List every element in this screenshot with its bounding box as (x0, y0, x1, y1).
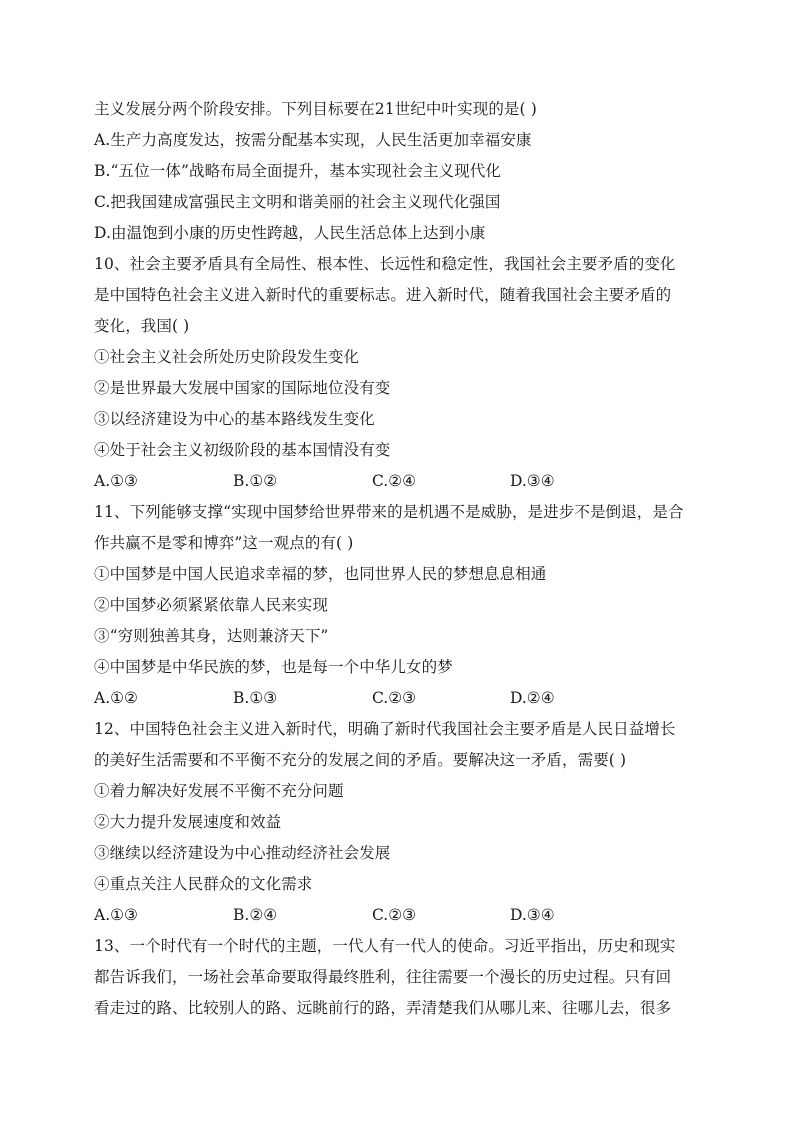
q12-stem-line-1: 12、中国特色社会主义进入新时代，明确了新时代我国社会主要矛盾是人民日益增长 (94, 720, 676, 738)
q9-stem-line: 主义发展分两个阶段安排。下列目标要在21世纪中叶实现的是( ) (94, 100, 537, 118)
q9-option-c: C.把我国建成富强民主文明和谐美丽的社会主义现代化强国 (94, 193, 501, 211)
q10-stem-line-2: 是中国特色社会主义进入新时代的重要标志。进入新时代，随着我国社会主要矛盾的 (94, 286, 672, 304)
q11-stem-line-1: 11、下列能够支撑“实现中国梦给世界带来的是机遇不是威胁，是进步不是倒退，是合 (94, 503, 684, 521)
q11-option-d: D.②④ (510, 689, 555, 707)
q10-option-b: B.①② (233, 472, 278, 490)
q11-statement-3: ③“穷则独善其身，达则兼济天下” (94, 627, 329, 645)
q11-statement-1: ①中国梦是中国人民追求幸福的梦，也同世界人民的梦想息息相通 (94, 565, 547, 583)
q10-stem-line-1: 10、社会主要矛盾具有全局性、根本性、长远性和稳定性，我国社会主要矛盾的变化 (94, 255, 676, 273)
q10-statement-1: ①社会主义社会所处历史阶段发生变化 (94, 348, 360, 366)
q9-option-b: B.“五位一体”战略布局全面提升，基本实现社会主义现代化 (94, 162, 501, 180)
q11-option-c: C.②③ (372, 689, 417, 707)
q13-stem-line-2: 都告诉我们，一场社会革命要取得最终胜利，往往需要一个漫长的历史过程。只有回 (94, 968, 672, 986)
q11-statement-2: ②中国梦必须紧紧依靠人民来实现 (94, 596, 329, 614)
q9-option-a: A.生产力高度发达，按需分配基本实现，人民生活更加幸福安康 (94, 131, 532, 149)
q12-statement-1: ①着力解决好发展不平衡不充分问题 (94, 782, 344, 800)
q11-options (94, 683, 698, 714)
q12-option-c: C.②③ (372, 906, 417, 924)
q11-option-b: B.①③ (233, 689, 278, 707)
q13-stem-line-3: 看走过的路、比较别人的路、远眺前行的路，弄清楚我们从哪儿来、往哪儿去，很多 (94, 999, 672, 1017)
q10-option-a: A.①③ (94, 472, 138, 490)
q9-option-d: D.由温饱到小康的历史性跨越，人民生活总体上达到小康 (94, 224, 486, 242)
q11-stem-line-2: 作共赢不是零和博弈”这一观点的有( ) (94, 534, 354, 552)
q12-option-d: D.③④ (510, 906, 555, 924)
q12-options (94, 900, 698, 931)
q12-statement-4: ④重点关注人民群众的文化需求 (94, 875, 313, 893)
q10-options (94, 466, 698, 497)
q10-option-d: D.③④ (510, 472, 555, 490)
document-body (94, 94, 698, 1024)
q10-stem-line-3: 变化，我国( ) (94, 317, 190, 335)
q11-statement-4: ④中国梦是中华民族的梦，也是每一个中华儿女的梦 (94, 658, 453, 676)
q12-statement-3: ③继续以经济建设为中心推动经济社会发展 (94, 844, 391, 862)
q10-option-c: C.②④ (372, 472, 417, 490)
q10-statement-2: ②是世界最大发展中国家的国际地位没有变 (94, 379, 391, 397)
q13-stem-line-1: 13、一个时代有一个时代的主题，一代人有一代人的使命。习近平指出，历史和现实 (94, 937, 676, 955)
q12-option-b: B.②④ (233, 906, 278, 924)
q10-statement-3: ③以经济建设为中心的基本路线发生变化 (94, 410, 375, 428)
q12-option-a: A.①③ (94, 906, 138, 924)
q12-stem-line-2: 的美好生活需要和不平衡不充分的发展之间的矛盾。要解决这一矛盾，需要( ) (94, 751, 627, 769)
q10-statement-4: ④处于社会主义初级阶段的基本国情没有变 (94, 441, 391, 459)
q12-statement-2: ②大力提升发展速度和效益 (94, 813, 282, 831)
q11-option-a: A.①② (94, 689, 138, 707)
